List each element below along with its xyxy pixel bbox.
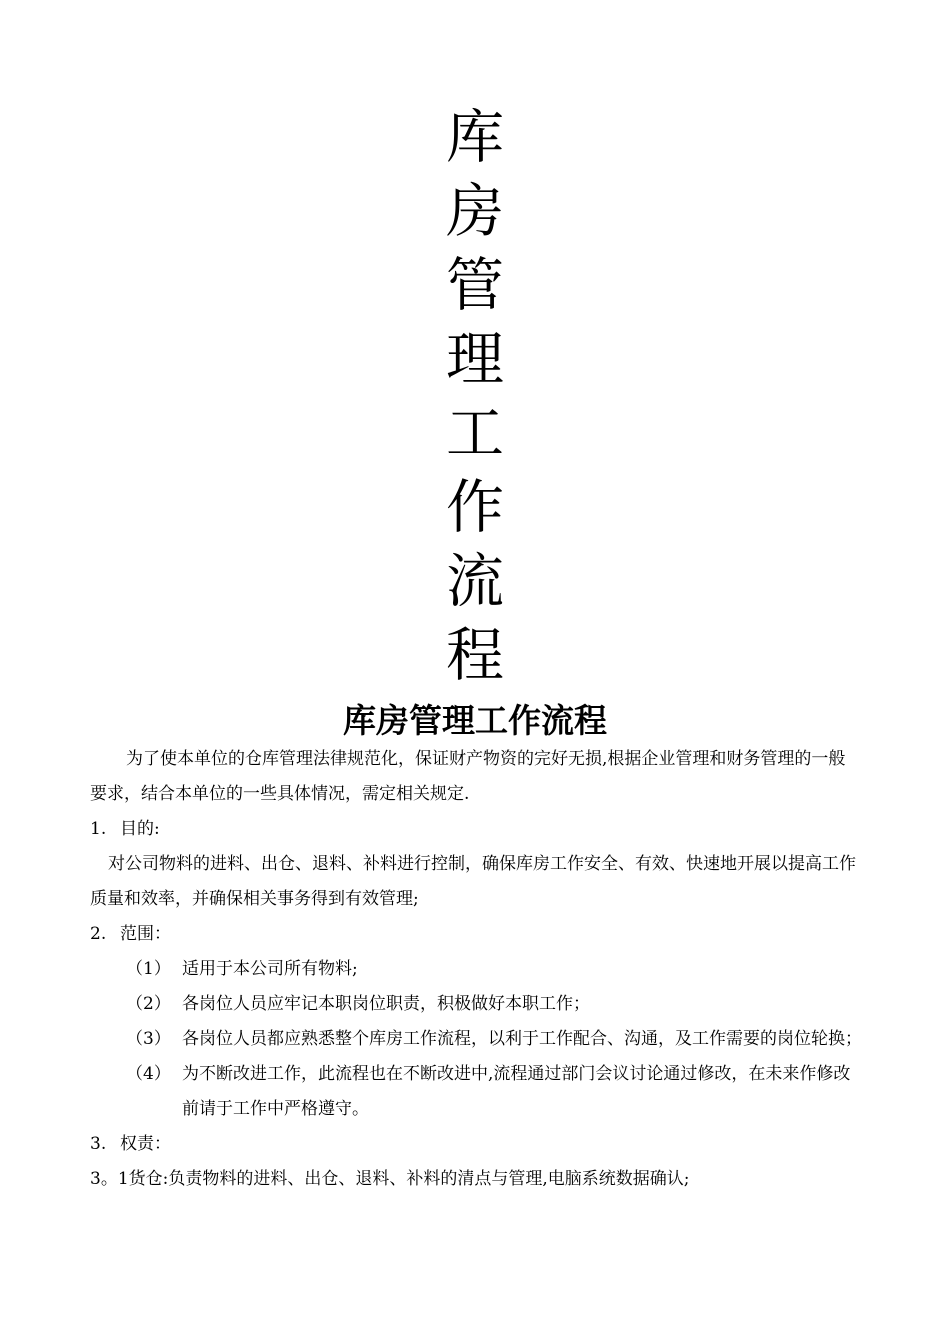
document-title: 库房管理工作流程: [343, 701, 607, 740]
vertical-title-char: 理: [445, 325, 504, 393]
list-item-text: 各岗位人员应牢记本职岗位职责，积极做好本职工作；: [182, 994, 590, 1014]
section-heading-text: 范围：: [120, 924, 171, 944]
section-2-heading: [90, 917, 862, 952]
section-3-line: 3。1货仓:负责物料的进料、出仓、退料、补料的清点与管理,电脑系统数据确认;: [90, 1169, 690, 1189]
vertical-title-char: 工: [445, 399, 504, 467]
list-item: [90, 987, 862, 1022]
list-item-label: （1）: [126, 959, 171, 979]
intro-paragraph: 为了使本单位的仓库管理法律规范化，保证财产物资的完好无损,根据企业管理和财务管理的一般要求，结合本单位的一些具体情况，需定相关规定.: [90, 749, 846, 804]
list-item: [90, 952, 862, 987]
section-heading-text: 目的:: [120, 819, 160, 839]
section-number: 1.: [90, 819, 107, 839]
list-item: [90, 1057, 862, 1127]
vertical-title-char: 作: [445, 473, 504, 541]
vertical-title-char: 管: [445, 251, 504, 319]
list-item-label: （4）: [126, 1064, 171, 1084]
section-number: 2.: [90, 924, 107, 944]
list-item-text: 为不断改进工作，此流程也在不断改进中,流程通过部门会议讨论通过修改，在未来作修改前请于工作中严格遵守。: [182, 1064, 851, 1119]
section-number: 3.: [90, 1134, 107, 1154]
list-item-label: （3）: [126, 1029, 171, 1049]
section-1-paragraph: 对公司物料的进料、出仓、退料、补料进行控制，确保库房工作安全、有效、快速地开展以提高工作质量和效率，并确保相关事务得到有效管理;: [90, 854, 856, 909]
section-heading-text: 权责：: [120, 1134, 171, 1154]
vertical-title-char: 程: [445, 621, 504, 689]
vertical-title-char: 流: [445, 547, 504, 615]
vertical-title: [0, 100, 950, 692]
vertical-title-char: 库: [445, 103, 504, 171]
document-body: [90, 742, 862, 1197]
list-item: [90, 1022, 862, 1057]
list-item-text: 适用于本公司所有物料;: [182, 959, 358, 979]
section-1-heading: [90, 812, 862, 847]
section-3-heading: [90, 1127, 862, 1162]
vertical-title-char: 房: [445, 177, 504, 245]
list-item-label: （2）: [126, 994, 171, 1014]
list-item-text: 各岗位人员都应熟悉整个库房工作流程，以利于工作配合、沟通，及工作需要的岗位轮换；: [182, 1029, 862, 1049]
